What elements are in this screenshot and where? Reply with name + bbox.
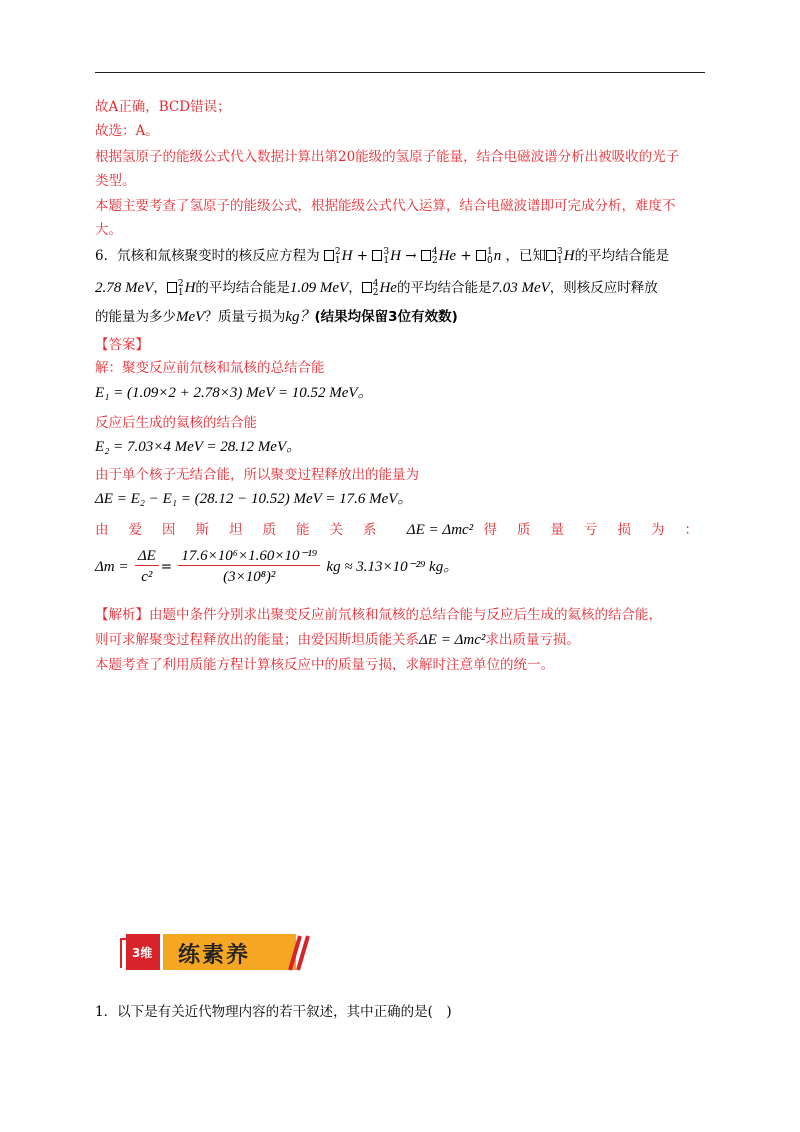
section-banner [120, 930, 312, 974]
question-1: 1．以下是有关近代物理内容的若干叙述，其中正确的是( ) [95, 1004, 452, 1020]
value: 1.09 MeV [289, 280, 349, 296]
header-rule [95, 72, 705, 73]
solution-line: 解：聚变反应前氘核和氚核的总结合能 [95, 360, 325, 376]
text-line: 本题主要考查了氢原子的能级公式，根据能级公式代入运算，结合电磁波谱即可完成分析，难度不 [95, 198, 676, 214]
value: 2.78 MeV [95, 280, 154, 296]
solution-line: 由于单个核子无结合能，所以聚变过程释放出的能量为 [95, 467, 419, 483]
text-line: 根据氢原子的能级公式代入数据计算出第20能级的氢原子能量，结合电磁波谱分析出被吸收的光子 [95, 149, 680, 165]
question-text: ，已知 [505, 248, 547, 264]
text-line: 故选：A。 [95, 123, 159, 139]
analysis-line: 本题考查了利用质能方程计算核反应中的质量亏损，求解时注意单位的统一。 [95, 657, 554, 673]
equation-4: Δm = $\frac{\Delta E}{\text{c²}}$ = $\frac{\text{17.6×10⁶×1.60×10⁻¹⁹}}{\text{(3×10⁸)²}}$ kg ≈ 3.13×10⁻²⁹ kg。 [95, 548, 459, 585]
analysis-line: 则可求解聚变过程释放出的能量；由爱因斯坦质能关系ΔE = Δmc²求出质量亏损。 [95, 632, 580, 648]
text-line: 类型。 [95, 173, 136, 189]
equation-1: E₁ = (1.09×2 + 2.78×3) MeV = 10.52 MeV。 [95, 385, 373, 401]
value: 7.03 MeV [491, 280, 550, 296]
equation-3: ΔE = E₂ − E₁ = (28.12 − 10.52) MeV = 17.6 MeV。 [95, 491, 413, 507]
question-text: kg？ [285, 309, 315, 325]
nuclear-equation: 2 1 H + 3 1 H → 4 2 He + 1 0 n [324, 248, 506, 264]
question-text: ，则核反应时释放 [549, 280, 658, 296]
text-line: 大。 [95, 222, 122, 238]
solution-line: 反应后生成的氦核的结合能 [95, 415, 257, 431]
answer-tag: 【答案】 [95, 337, 149, 353]
solution-line: 由爱因斯坦质能关系 ΔE = Δmc² 得质量亏损为： [95, 522, 718, 538]
analysis-line: 【解析】由题中条件分别求出聚变反应前氘核和氚核的总结合能与反应后生成的氦核的结合能， [95, 607, 662, 623]
question-text: 的平均结合能是 [574, 248, 670, 264]
equation-2: E₂ = 7.03×4 MeV = 28.12 MeV。 [95, 439, 302, 455]
banner-badge: 3维 [132, 946, 153, 960]
question-note: (结果均保留3位有效数) [314, 309, 458, 325]
question-6-line-2: 2.78 MeV， 2 1 H的平均结合能是1.09 MeV， 4 2 He的平均结合能是7.03 MeV，则核反应时释放 [95, 278, 658, 298]
question-6-line-1: 6．氘核和氚核聚变时的核反应方程为 2 1 H + 3 1 H → 4 2 He + 1 0 n ，已知 3 1 H的平均结合能是 [95, 246, 670, 266]
banner-title: 练素养 [178, 943, 251, 968]
question-text: 6．氘核和氚核聚变时的核反应方程为 [95, 248, 320, 264]
text-line: 故A正确，BCD错误； [95, 99, 231, 115]
question-text: ？质量亏损为 [204, 309, 286, 325]
question-text: 的能量为多少 [95, 309, 176, 325]
question-6-line-3: 的能量为多少MeV？质量亏损为kg？(结果均保留3位有效数) [95, 309, 458, 325]
